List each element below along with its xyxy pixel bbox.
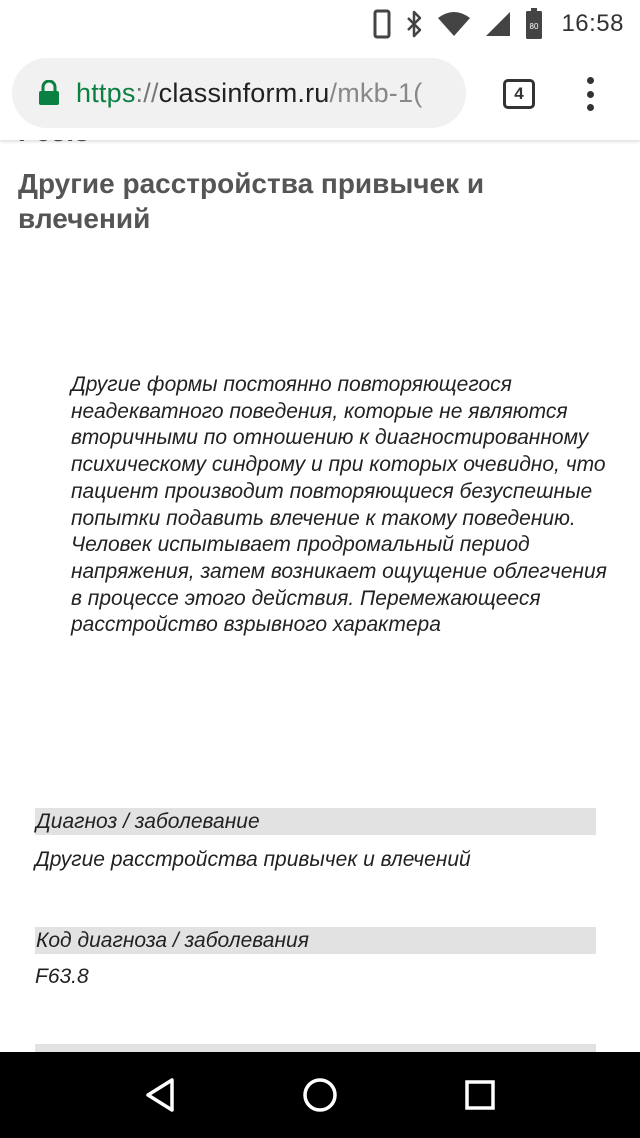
menu-dot: [587, 104, 594, 111]
url-text: [76, 78, 422, 109]
field-value-diagnosis-code: F63.8: [35, 965, 89, 988]
home-button[interactable]: [298, 1073, 342, 1117]
url-bar[interactable]: [12, 58, 466, 128]
battery-level: 80: [529, 22, 539, 31]
vibrate-icon: [373, 9, 391, 39]
wifi-icon: [437, 11, 471, 37]
lock-icon: [38, 80, 60, 106]
menu-dot: [587, 77, 594, 84]
diagnosis-description: Другие формы постоянно повторяющегося неадекватного поведения, которые не являются вторичными по отношению к диагностированному психическому синдрому и при которых очевидно, что пациент производит повторяющиеся безуспешные попытки подавить влечение к такому поведению. Человек испытывает продромальный период напряжения, затем возникает ощущение облегчения в процессе этого действия. Перемежающееся расстройство взрывного характера: [71, 373, 607, 637]
menu-dot: [587, 91, 594, 98]
recents-button[interactable]: [458, 1073, 502, 1117]
system-nav-bar: [0, 1052, 640, 1138]
field-label-diagnosis: Диагноз / заболевание: [35, 808, 596, 835]
back-button[interactable]: [138, 1073, 182, 1117]
status-bar: [0, 0, 640, 48]
recents-square-icon: [464, 1079, 496, 1111]
home-circle-icon: [302, 1077, 338, 1113]
url-separator: ://: [135, 77, 159, 108]
overflow-menu-button[interactable]: [580, 74, 600, 114]
browser-toolbar: [0, 48, 640, 140]
battery-icon: [525, 8, 543, 40]
back-triangle-icon: [144, 1077, 176, 1113]
cell-signal-icon: [485, 11, 511, 37]
status-time: 16:58: [561, 10, 624, 37]
bluetooth-icon: [405, 10, 423, 38]
field-value-diagnosis: Другие расстройства привычек и влечений: [35, 848, 471, 871]
tab-switcher-button[interactable]: 4: [503, 79, 535, 109]
field-label-partial: [35, 1044, 596, 1052]
url-host: classinform.ru: [158, 77, 330, 108]
url-scheme: https: [76, 77, 136, 108]
page-title: Другие расстройства привычек и влечений: [18, 168, 485, 234]
field-label-diagnosis-code: Код диагноза / заболевания: [35, 927, 596, 954]
url-path: /mkb-1(: [329, 77, 423, 108]
